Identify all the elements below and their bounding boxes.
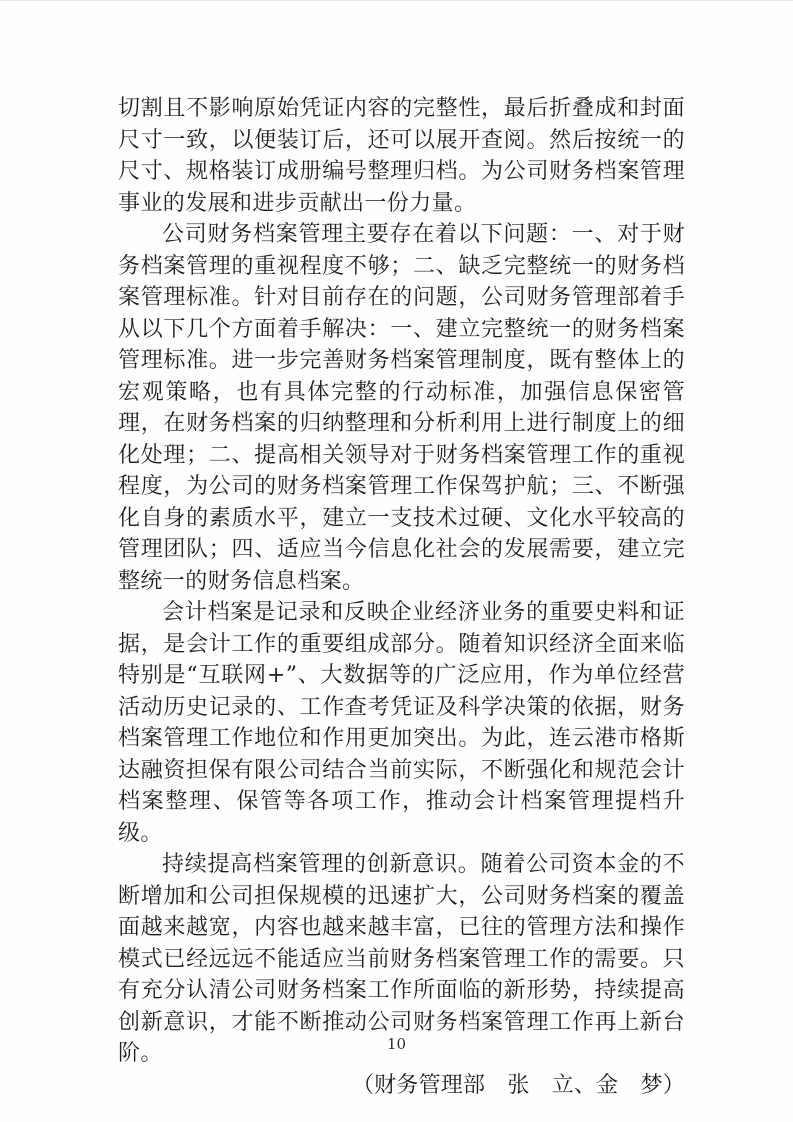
document-body xyxy=(118,93,685,1101)
paragraph-innovation-awareness: 持续提高档案管理的创新意识。随着公司资本金的不断增加和公司担保规模的迅速扩大，公司财务档案的覆盖面越来越宽，内容也越来越丰富，已往的管理方法和操作模式已经远远不能适应当前财务档案管理工作的需要。只有充分认清公司财务档案工作所面临的新形势，持续提高创新意识，才能不断推动公司财务档案管理工作再上新台阶。 xyxy=(118,852,685,1066)
signature-line: （财务管理部 张 立、金 梦） xyxy=(351,1072,685,1098)
paragraph-existing-problems: 公司财务档案管理主要存在着以下问题：一、对于财务档案管理的重视程度不够；二、缺乏完整统一的财务档案管理标准。针对目前存在的问题，公司财务管理部着手从以下几个方面着手解决：一、建立完整统一的财务档案管理标准。进一步完善财务档案管理制度，既有整体上的宏观策略，也有具体完整的行动标准，加强信息保密管理，在财务档案的归纳整理和分析利用上进行制度上的细化处理；二、提高相关领导对于财务档案管理工作的重视程度，为公司的财务档案管理工作保驾护航；三、不断强化自身的素质水平，建立一支技术过硬、文化水平较高的管理团队；四、适应当今信息化社会的发展需要，建立完整统一的财务信息档案。 xyxy=(118,222,685,594)
page-number: 10 xyxy=(386,1035,407,1053)
paragraph-binding-instructions: 切割且不影响原始凭证内容的完整性，最后折叠成和封面尺寸一致，以便装订后，还可以展开查阅。然后按统一的尺寸、规格装订成册编号整理归档。为公司财务档案管理事业的发展和进步贡献出一份力量。 xyxy=(118,96,685,216)
paragraph-accounting-archives: 会计档案是记录和反映企业经济业务的重要史料和证据，是会计工作的重要组成部分。随着知识经济全面来临特别是“互联网+”、大数据等的广泛应用，作为单位经营活动历史记录的、工作查考凭证及科学决策的依据，财务档案管理工作地位和作用更加突出。为此，连云港市格斯达融资担保有限公司结合当前实际，不断强化和规范会计档案整理、保管等各项工作，推动会计档案管理提档升级。 xyxy=(118,600,685,846)
